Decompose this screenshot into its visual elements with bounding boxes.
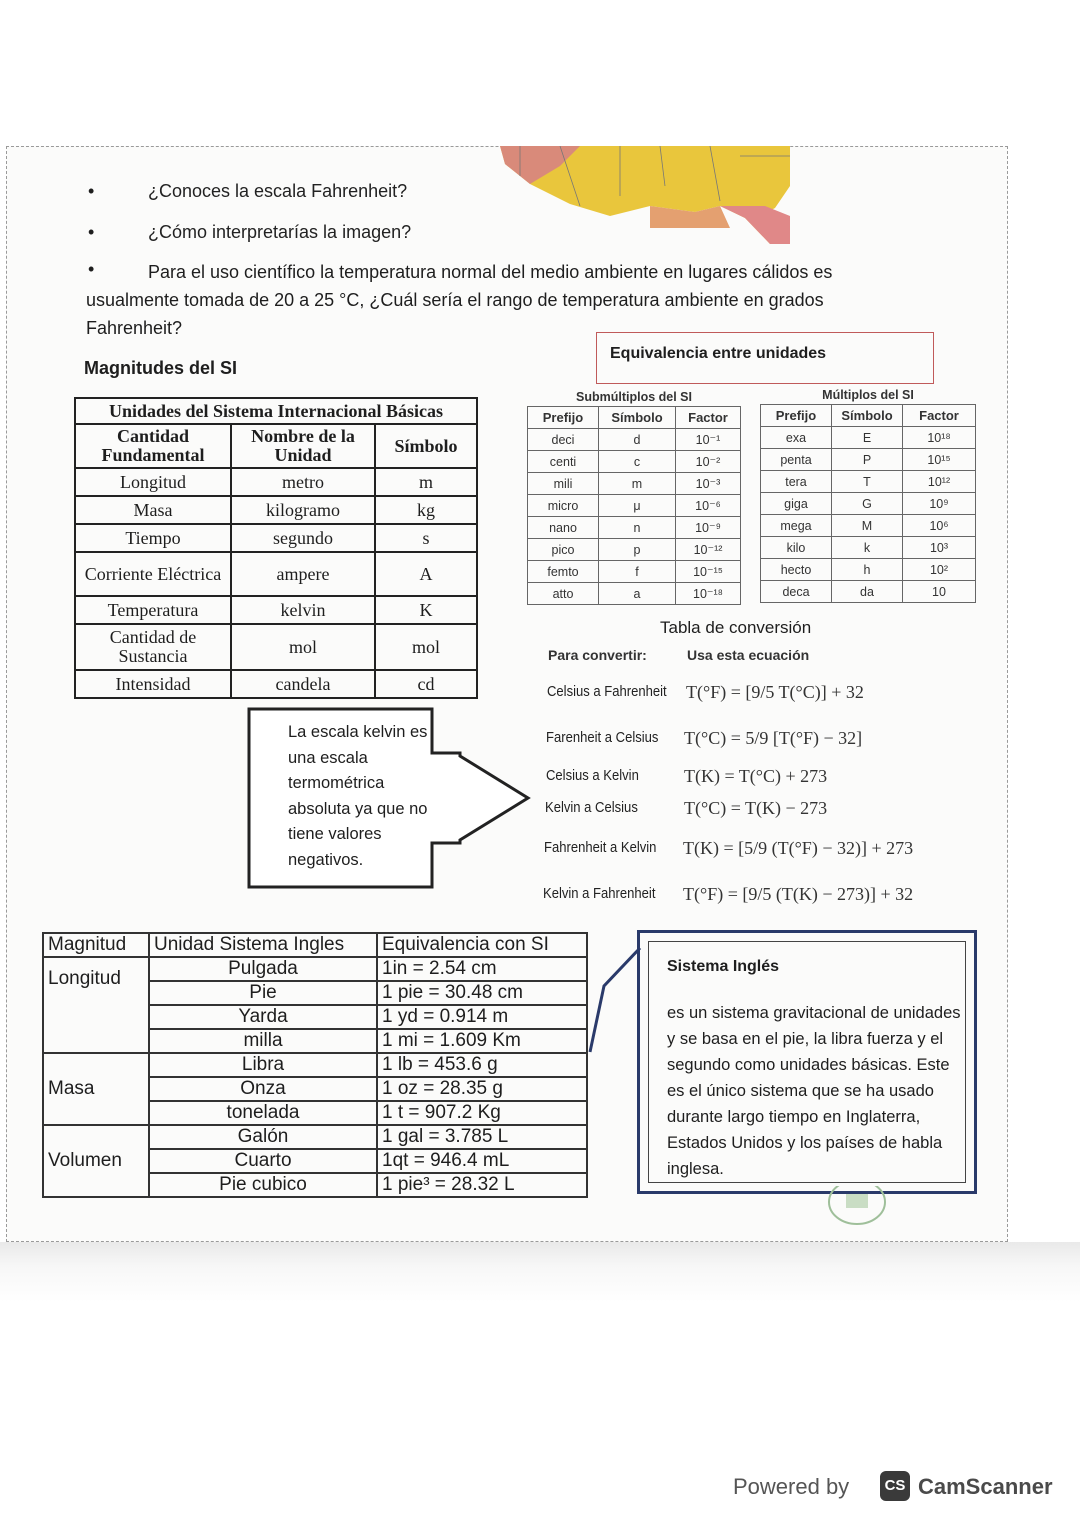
cell: 10⁻³ [676,473,741,495]
page-shadow [0,1242,1080,1302]
english-system-title: Sistema Inglés [667,958,780,975]
cell: femto [528,561,599,583]
cell: 1 yd = 0.914 m [377,1005,587,1029]
conversion-equation: T(°C) = T(K) − 273 [684,798,828,818]
cell: Pulgada [149,957,377,981]
table-row [761,537,976,559]
cell: nano [528,517,599,539]
si-header-symbol: Símbolo [375,424,477,468]
cell: d [599,429,676,451]
cell: mili [528,473,599,495]
cell: Pie cubico [149,1173,377,1197]
table-row [761,427,976,449]
cell: a [599,583,676,605]
cell: T [832,471,903,493]
cell: 10¹⁸ [903,427,976,449]
cell: penta [761,449,832,471]
paragraph-text: Para el uso científico la temperatura normal del medio ambiente en lugares cálidos es usualmente tomada de 20 a 25 °C, ¿Cuál sería el rango de temperatura ambiente en grados Fahrenheit? [86,262,833,338]
cell: Pie [149,981,377,1005]
si-table-title: Unidades del Sistema Internacional Básicas [75,398,477,424]
si-heading: Magnitudes del SI [84,358,238,378]
cell: K [375,596,477,624]
question-1: ¿Conoces la escala Fahrenheit? [148,181,408,201]
cell: 1qt = 946.4 mL [377,1149,587,1173]
table-row [75,596,477,624]
cell: 1 lb = 453.6 g [377,1053,587,1077]
cell: mol [231,624,375,670]
cell: pico [528,539,599,561]
cell: Intensidad [75,670,231,698]
camscanner-brand: CamScanner [918,1474,1053,1499]
cell: m [599,473,676,495]
cell: 10⁻¹⁵ [676,561,741,583]
conversion-title: Tabla de conversión [660,618,812,637]
cell: ampere [231,552,375,596]
cell: Yarda [149,1005,377,1029]
conversion-label: Celsius a Kelvin [546,768,639,784]
cell: micro [528,495,599,517]
conversion-col1: Para convertir: [548,647,647,663]
cell: tera [761,471,832,493]
table-row [43,1125,587,1149]
table-row [761,449,976,471]
cell: 1 pie³ = 28.32 L [377,1173,587,1197]
en-header-equivalence: Equivalencia con SI [377,933,587,957]
paragraph [86,258,886,342]
conversion-label: Farenheit a Celsius [546,730,659,746]
cell: 1in = 2.54 cm [377,957,587,981]
cell: 10² [903,559,976,581]
cell: Masa [75,496,231,524]
table-row [761,581,976,603]
cell: da [832,581,903,603]
cell: mol [375,624,477,670]
table-row [43,1053,587,1077]
cell: 1 mi = 1.609 Km [377,1029,587,1053]
bullet-icon: • [88,181,95,201]
table-row [75,670,477,698]
submultiples-table [527,388,741,605]
cell: giga [761,493,832,515]
conversion-label: Kelvin a Celsius [545,800,638,816]
cell: 10⁶ [903,515,976,537]
cell: p [599,539,676,561]
conversion-equation: T(K) = T(°C) + 273 [684,766,828,786]
table-row [528,539,741,561]
en-header-unit: Unidad Sistema Ingles [149,933,377,957]
cell: deca [761,581,832,603]
si-header-quantity: Cantidad Fundamental [75,424,231,468]
table-row [761,493,976,515]
cell: Cuarto [149,1149,377,1173]
cell: 1 t = 907.2 Kg [377,1101,587,1125]
cell: exa [761,427,832,449]
cell: 10⁻⁹ [676,517,741,539]
table-row [75,552,477,596]
cell: 10⁻² [676,451,741,473]
cell: Cantidad de Sustancia [75,624,231,670]
table-row [528,451,741,473]
table-row [761,559,976,581]
equivalence-title-box [596,332,934,384]
cell: deci [528,429,599,451]
multiples-table [760,386,976,603]
col-header: Prefijo [528,407,599,429]
table-row [528,561,741,583]
cell: Libra [149,1053,377,1077]
cell: Longitud [75,468,231,496]
col-header: Símbolo [832,405,903,427]
table-row [528,517,741,539]
submultiples-title: Submúltiplos del SI [576,390,692,404]
table-row [75,624,477,670]
english-system-body: es un sistema gravitacional de unidades y se basa en el pie, la libra fuerza y el segundo como unidades básicas. Este es el único sistema que se ha usado durante largo tiempo en Inglaterra, Estados Unidos y los países de habla inglesa. [667,1004,961,1178]
cell: centi [528,451,599,473]
conversion-label: Kelvin a Fahrenheit [543,886,656,902]
cell: 1 oz = 28.35 g [377,1077,587,1101]
cell: metro [231,468,375,496]
powered-by-text: Powered by [733,1474,850,1499]
cell: A [375,552,477,596]
cell: 10⁻¹⁸ [676,583,741,605]
equivalence-title: Equivalencia entre unidades [610,345,827,362]
cell: Temperatura [75,596,231,624]
table-row [75,496,477,524]
cell: n [599,517,676,539]
question-2: ¿Cómo interpretarías la imagen? [148,222,412,242]
table-row [528,583,741,605]
cell: kilo [761,537,832,559]
cell: 1 pie = 30.48 cm [377,981,587,1005]
cell: 10⁹ [903,493,976,515]
cell: M [832,515,903,537]
cell: 10⁻¹ [676,429,741,451]
conversion-label: Celsius a Fahrenheit [547,684,667,700]
cell: P [832,449,903,471]
table-row [75,524,477,552]
si-units-table [74,397,478,699]
col-header: Factor [676,407,741,429]
cell: tonelada [149,1101,377,1125]
english-system-inner [648,941,966,1183]
cell: 10⁻¹² [676,539,741,561]
cell: 1 gal = 3.785 L [377,1125,587,1149]
conversion-label: Fahrenheit a Kelvin [544,840,657,856]
conversion-equation: T(K) = [5/9 (T(°F) − 32)] + 273 [683,838,914,858]
conversion-equation: T(°F) = [9/5 T(°C)] + 32 [686,682,864,702]
temperature-map-image [490,146,796,244]
cell: mega [761,515,832,537]
cell: m [375,468,477,496]
magnitude-cell: Masa [43,1053,149,1125]
cell: Tiempo [75,524,231,552]
cell: kelvin [231,596,375,624]
multiples-title: Múltiplos del SI [822,388,914,402]
col-header: Factor [903,405,976,427]
cell: kilogramo [231,496,375,524]
cell: milla [149,1029,377,1053]
si-header-unit: Nombre de la Unidad [231,424,375,468]
en-header-magnitude: Magnitud [43,933,149,957]
conversion-equation: T(°C) = 5/9 [T(°F) − 32] [684,728,863,748]
cell: 10¹⁵ [903,449,976,471]
table-row [43,957,587,981]
cell: Onza [149,1077,377,1101]
cell: hecto [761,559,832,581]
col-header: Prefijo [761,405,832,427]
cell: μ [599,495,676,517]
english-units-table [42,932,588,1198]
cell: atto [528,583,599,605]
conversion-equation: T(°F) = [9/5 (T(K) − 273)] + 32 [683,884,914,904]
english-system-box [637,930,977,1194]
cell: s [375,524,477,552]
cell: Galón [149,1125,377,1149]
cell: 10 [903,581,976,603]
table-row [75,468,477,496]
bullet-icon: • [88,259,95,279]
cell: cd [375,670,477,698]
cell: f [599,561,676,583]
magnitude-cell: Volumen [43,1125,149,1197]
conversion-col2: Usa esta ecuación [687,647,810,663]
cell: G [832,493,903,515]
cell: 10³ [903,537,976,559]
cell: 10⁻⁶ [676,495,741,517]
table-row [528,495,741,517]
cell: E [832,427,903,449]
connector-line [588,944,644,1056]
cell: segundo [231,524,375,552]
cell: kg [375,496,477,524]
cell: Corriente Eléctrica [75,552,231,596]
kelvin-note: La escala kelvin es una escala termométrica absoluta ya que no tiene valores negativos. [288,723,428,869]
cell: candela [231,670,375,698]
cell: 10¹² [903,471,976,493]
col-header: Símbolo [599,407,676,429]
table-row [528,473,741,495]
table-row [761,515,976,537]
table-row [528,429,741,451]
stamp-icon [826,1186,888,1226]
magnitude-cell: Longitud [43,957,149,1053]
table-row [761,471,976,493]
camscanner-logo-icon: CS [880,1471,910,1501]
cell: h [832,559,903,581]
cell: c [599,451,676,473]
cell: k [832,537,903,559]
bullet-icon: • [88,222,95,242]
